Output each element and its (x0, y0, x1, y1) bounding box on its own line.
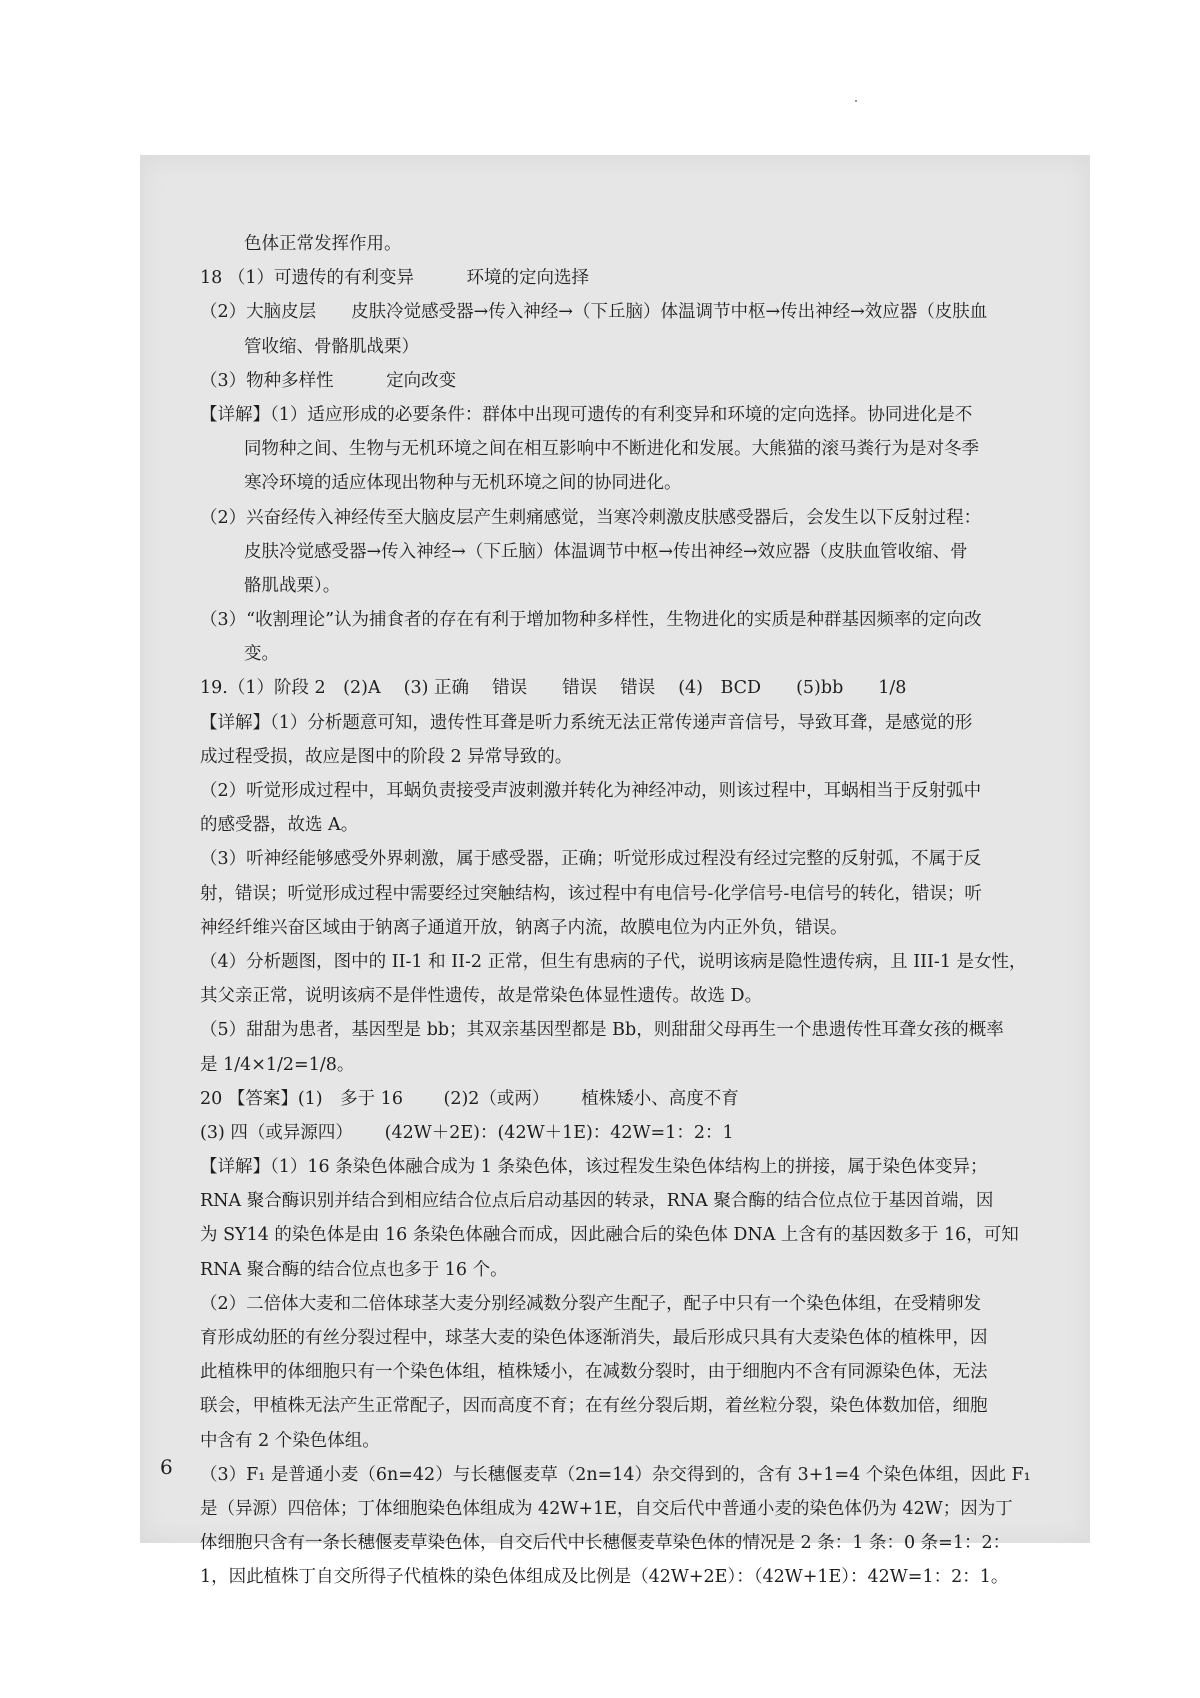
text-line: 联会，甲植株无法产生正常配子，因而高度不育；在有丝分裂后期，着丝粒分裂，染色体数加倍，细胞 (200, 1396, 988, 1417)
text-line: 寒冷环境的适应体现出物种与无机环境之间的协同进化。 (244, 473, 682, 494)
text-line: 育形成幼胚的有丝分裂过程中，球茎大麦的染色体逐渐消失，最后形成只具有大麦染色体的植株甲，因 (200, 1328, 988, 1348)
text-line: （2）大脑皮层 皮肤冷觉感受器→传入神经→（下丘脑）体温调节中枢→传出神经→效应器（皮肤血 (200, 302, 988, 323)
text-line: 【详解】（1）16 条染色体融合成为 1 条染色体，该过程发生染色体结构上的拼接，属于染色体变异； (200, 1157, 988, 1178)
text-line: 骼肌战栗）。 (244, 575, 341, 596)
text-line: 管收缩、骨骼肌战栗） (244, 336, 419, 357)
text-line: 是 1/4×1/2=1/8。 (200, 1054, 355, 1075)
text-line: （3）听神经能够感受外界刺激，属于感受器，正确；听觉形成过程没有经过完整的反射弧，不属于反 (200, 849, 982, 870)
text-line: 1，因此植株丁自交所得子代植株的染色体组成及比例是（42W+2E）：（42W+1E）：42W=1：2：1。 (200, 1567, 1009, 1588)
text-line: 【详解】（1）适应形成的必要条件：群体中出现可遗传的有利变异和环境的定向选择。协同进化是不 (200, 404, 973, 425)
text-line: 19.（1）阶段 2 (2)A (3) 正确 错误 错误 错误 (4) BCD (5)bb 1/8 (200, 678, 907, 699)
text-line: 皮肤冷觉感受器→传入神经→（下丘脑）体温调节中枢→传出神经→效应器（皮肤血管收缩、骨 (244, 541, 968, 562)
text-line: RNA 聚合酶识别并结合到相应结合位点后启动基因的转录，RNA 聚合酶的结合位点位于基因首端，因 (200, 1191, 994, 1212)
text-line: （2）兴奋经传入神经传至大脑皮层产生刺痛感觉，当寒冷刺激皮肤感受器后，会发生以下反射过程： (200, 507, 982, 528)
answer-text-block (200, 227, 1080, 1595)
text-line: 此植株甲的体细胞只有一个染色体组，植株矮小，在减数分裂时，由于细胞内不含有同源染色体，无法 (200, 1362, 988, 1383)
text-line: 成过程受损，故应是图中的阶段 2 异常导致的。 (200, 746, 573, 767)
text-line: （2）二倍体大麦和二倍体球茎大麦分别经减数分裂产生配子，配子中只有一个染色体组，在受精卵发 (200, 1293, 982, 1314)
text-line: RNA 聚合酶的结合位点也多于 16 个。 (200, 1259, 508, 1280)
text-line: 变。 (244, 644, 279, 665)
text-line: 体细胞只含有一条长穗偃麦草染色体，自交后代中长穗偃麦草染色体的情况是 2 条：1 条：0 条=1：2： (200, 1533, 1011, 1554)
text-line: 射，错误；听觉形成过程中需要经过突触结构，该过程中有电信号-化学信号-电信号的转化，错误；听 (200, 883, 982, 904)
text-line: 18 （1）可遗传的有利变异 环境的定向选择 (200, 268, 589, 289)
text-line: 的感受器，故选 A。 (200, 815, 359, 836)
text-line: （3）物种多样性 定向改变 (200, 370, 457, 391)
text-line: 为 SY14 的染色体是由 16 条染色体融合而成，因此融合后的染色体 DNA 上含有的基因数多于 16，可知 (200, 1225, 1019, 1246)
scan-speck (855, 100, 857, 102)
text-line: （2）听觉形成过程中，耳蜗负责接受声波刺激并转化为神经冲动，则该过程中，耳蜗相当于反射弧中 (200, 781, 982, 801)
text-line: (3) 四（或异源四） (42W＋2E)：(42W＋1E)：42W=1：2：1 (200, 1122, 734, 1143)
text-line: （3）F₁ 是普通小麦（6n=42）与长穗偃麦草（2n=14）杂交得到的，含有 3+1=4 个染色体组，因此 F₁ (200, 1464, 1031, 1485)
text-line: （3）“收割理论”认为捕食者的存在有利于增加物种多样性，生物进化的实质是种群基因频率的定向改 (200, 610, 982, 631)
text-line: （4）分析题图，图中的 II-1 和 II-2 正常，但生有患病的子代，说明该病是隐性遗传病，且 III-1 是女性， (200, 951, 1027, 972)
text-line: 是（异源）四倍体；丁体细胞染色体组成为 42W+1E，自交后代中普通小麦的染色体仍为 42W；因为丁 (200, 1498, 1013, 1519)
text-line: 中含有 2 个染色体组。 (200, 1430, 380, 1451)
text-line: （5）甜甜为患者，基因型是 bb；其双亲基因型都是 Bb，则甜甜父母再生一个患遗传性耳聋女孩的概率 (200, 1020, 1004, 1041)
page-number: 6 (160, 1455, 173, 1479)
text-line: 同物种之间、生物与无机环境之间在相互影响中不断进化和发展。大熊猫的滚马粪行为是对冬季 (244, 439, 979, 460)
text-line: 色体正常发挥作用。 (244, 234, 402, 254)
text-line: 神经纤维兴奋区域由于钠离子通道开放，钠离子内流，故膜电位为内正外负，错误。 (200, 917, 848, 938)
text-line: 其父亲正常，说明该病不是伴性遗传，故是常染色体显性遗传。故选 D。 (200, 986, 763, 1007)
text-line: 20 【答案】(1) 多于 16 (2)2（或两） 植株矮小、高度不育 (200, 1088, 739, 1109)
scanned-page (140, 155, 1090, 1588)
text-line: 【详解】（1）分析题意可知，遗传性耳聋是听力系统无法正常传递声音信号，导致耳聋，是感觉的形 (200, 712, 973, 733)
